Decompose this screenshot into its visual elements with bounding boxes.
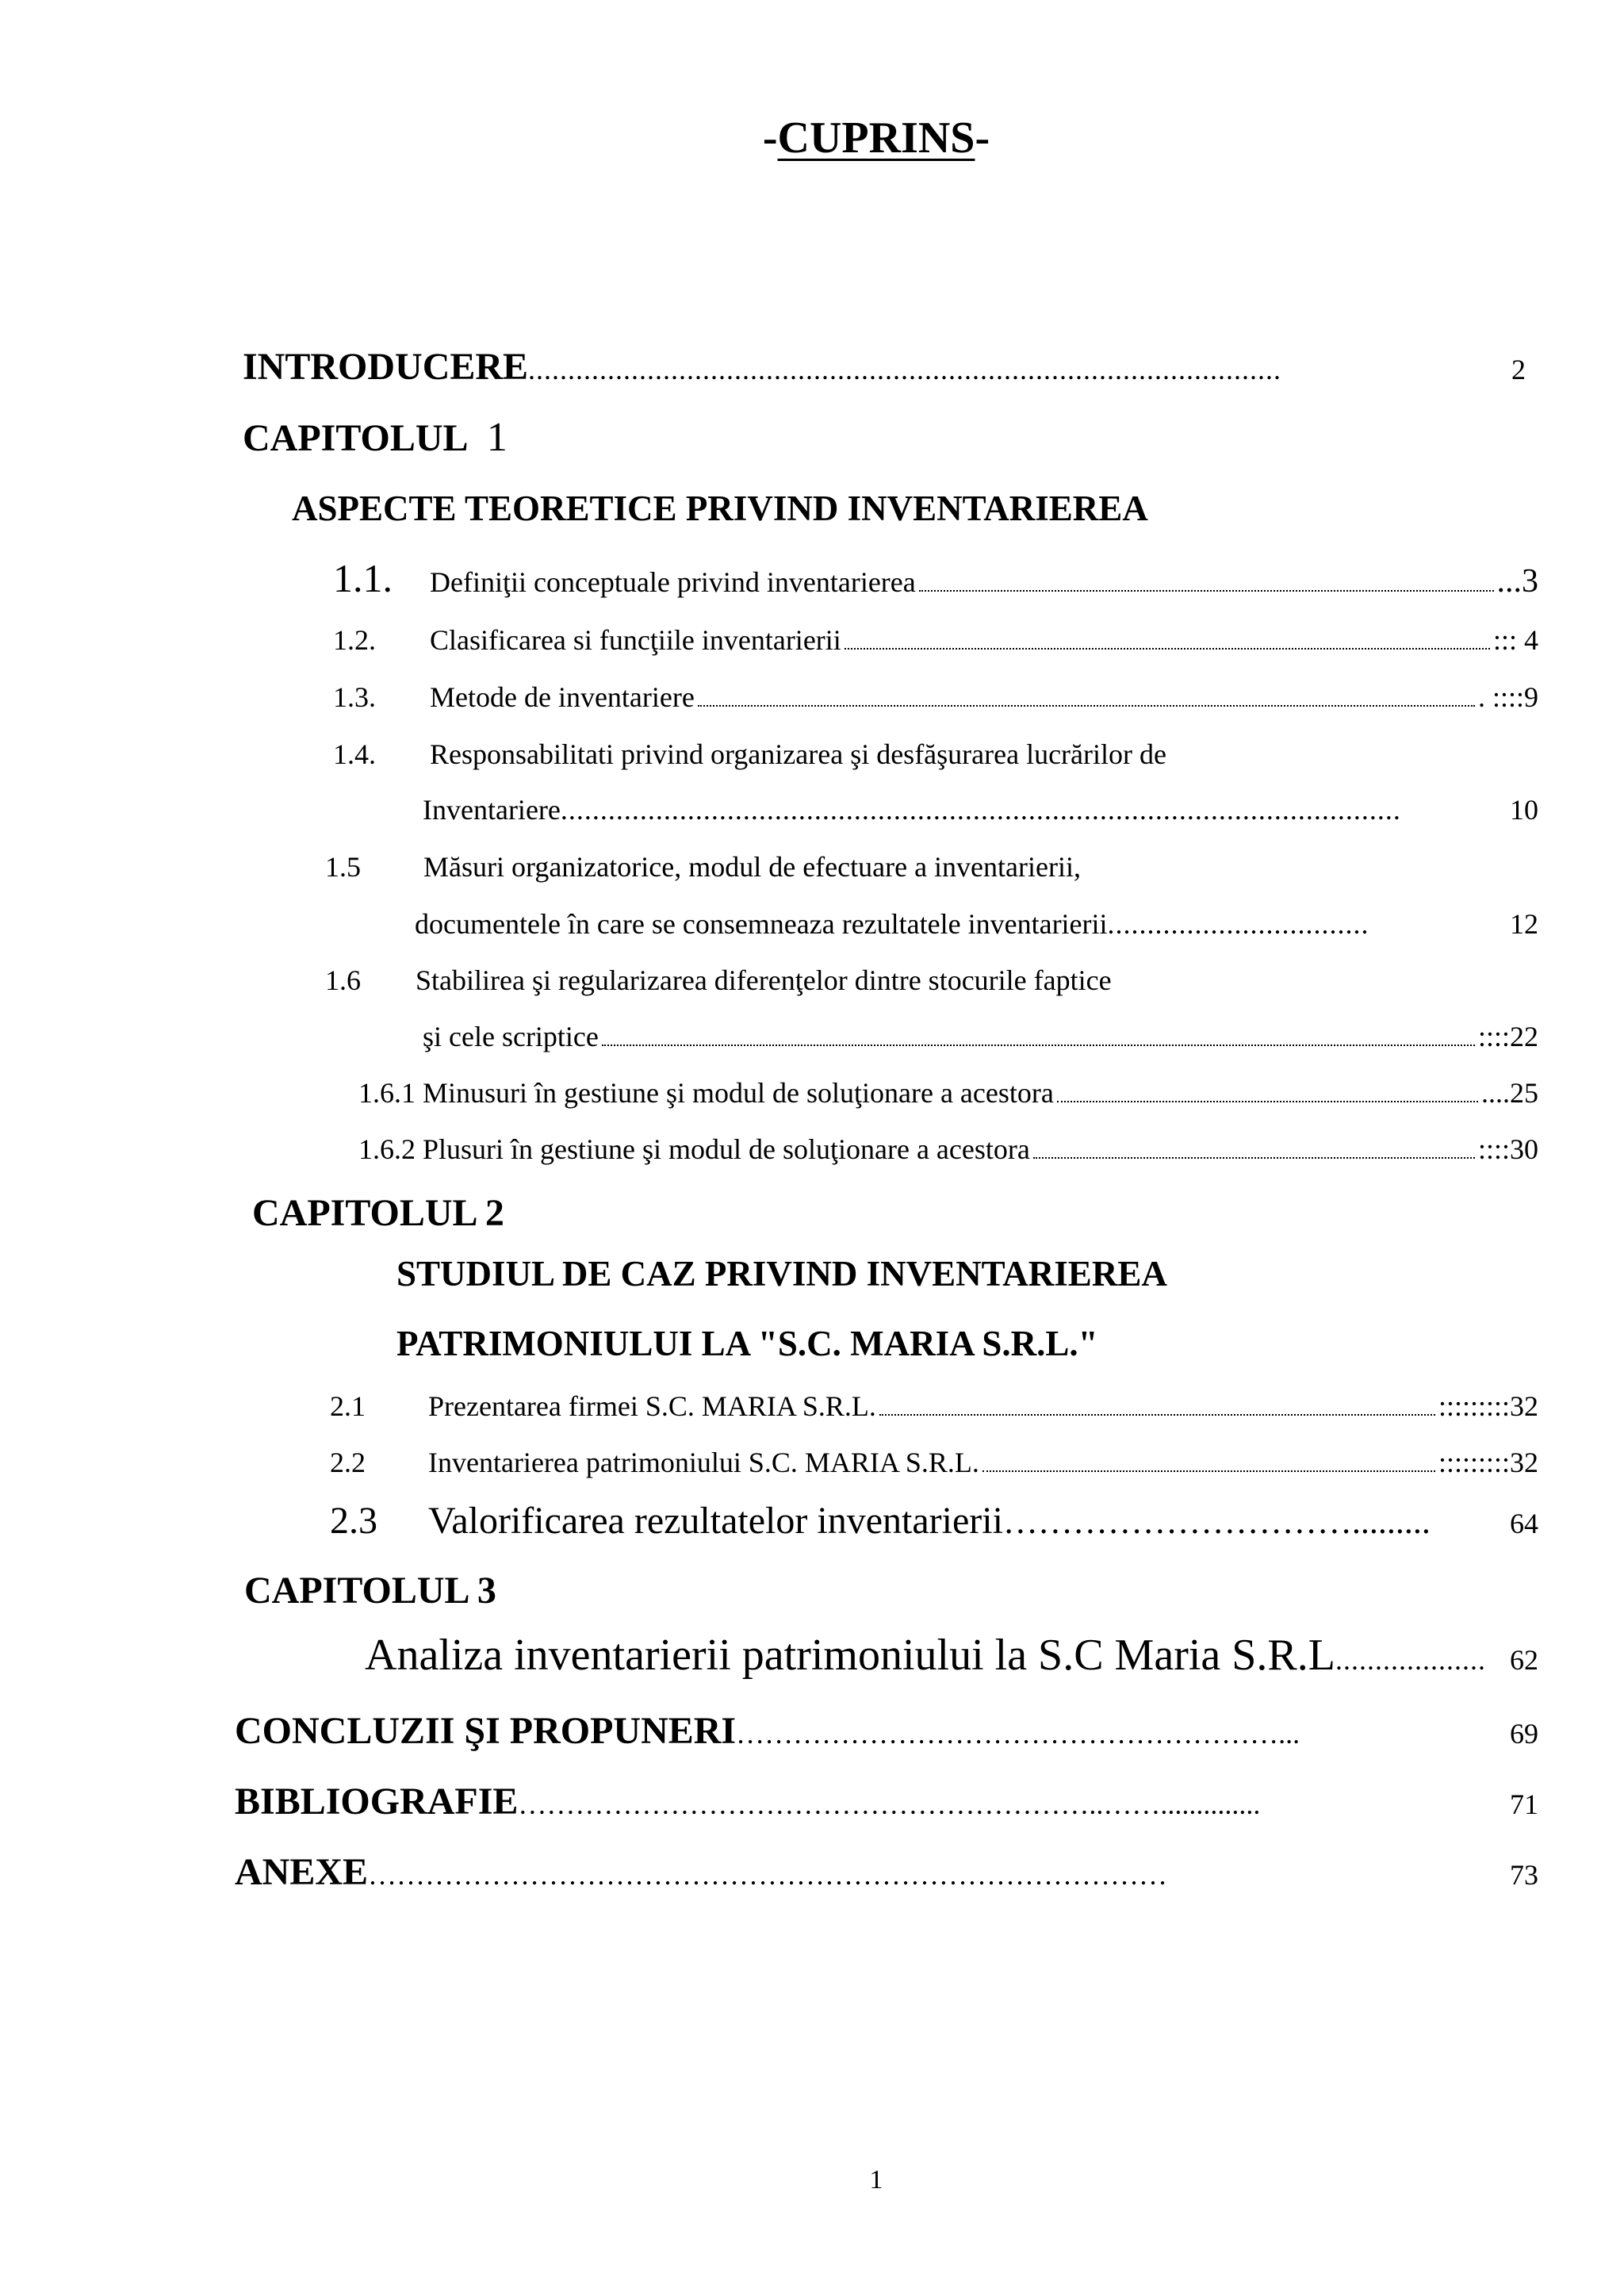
section-page: 10 [1510, 794, 1538, 826]
toc-leader [602, 1045, 1475, 1046]
toc-chapter-2-title-line-2: PATRIMONIULUI LA "S.C. MARIA S.R.L." [396, 1324, 1098, 1363]
toc-leader: …………………………......... [1002, 1502, 1431, 1541]
toc-chapter-2-title-line-1: STUDIUL DE CAZ PRIVIND INVENTARIEREA [396, 1254, 1167, 1294]
toc-introducere[interactable] [243, 345, 1526, 389]
toc-leader [879, 1414, 1435, 1416]
section-page: 69 [1510, 1718, 1538, 1750]
toc-leader: ............................................................................................... [528, 354, 1282, 385]
section-title-cont: documentele în care se consemneaza rezultatele inventarierii [415, 908, 1108, 940]
section-title: ANEXE [235, 1851, 369, 1893]
toc-section-1-4-cont[interactable] [423, 793, 1538, 826]
section-number: 1.4. [333, 738, 376, 770]
toc-leader: ……………………………………………………..…….............. [518, 1788, 1261, 1820]
section-number: 1.5 [325, 851, 361, 883]
section-title: 1.6.2 Plusuri în gestiune şi modul de soluţionare a acestora [358, 1133, 1030, 1165]
toc-leader: ………………………………………………………………………… [368, 1859, 1168, 1891]
section-title: Analiza inventarierii patrimoniului la S.C Maria S.R.L [365, 1631, 1335, 1680]
toc-leader [1057, 1101, 1478, 1102]
toc-section-1-5-cont[interactable] [415, 907, 1538, 941]
section-number: 1.1. [333, 556, 393, 600]
page-title: -CUPRINS- [762, 113, 990, 163]
toc-section-1-6-1[interactable] [358, 1076, 1538, 1110]
toc-chapter-3-title[interactable] [365, 1630, 1538, 1681]
toc-leader: .......................................................................................................... [560, 794, 1401, 826]
toc-leader: ................................. [1107, 908, 1369, 940]
section-number: 1.3. [333, 681, 376, 713]
section-page: . ::::9 [1477, 681, 1538, 713]
toc-chapter-1-title: ASPECTE TEORETICE PRIVIND INVENTARIEREA [292, 489, 1148, 528]
toc-leader [698, 705, 1475, 707]
toc-introducere-page: 2 [1511, 354, 1526, 385]
section-number: 2.3 [330, 1500, 377, 1542]
toc-leader [845, 648, 1490, 650]
section-page: ....25 [1481, 1077, 1538, 1109]
section-title: Măsuri organizatorice, modul de efectuare a inventarierii, [423, 851, 1081, 883]
section-page: 73 [1510, 1859, 1538, 1891]
toc-chapter-1[interactable] [243, 414, 508, 461]
section-page: ::: 4 [1492, 624, 1538, 656]
section-title: 1.6.1 Minusuri în gestiune şi modul de soluţionare a acestora [358, 1077, 1054, 1109]
chapter-label: CAPITOLUL [243, 417, 466, 459]
section-title: CONCLUZII ŞI PROPUNERI [235, 1710, 737, 1752]
section-title: Inventarierea patrimoniului S.C. MARIA S.R.L. [428, 1447, 979, 1478]
section-page: 62 [1510, 1644, 1538, 1676]
page-number: 1 [869, 2165, 883, 2194]
section-title: Metode de inventariere [430, 681, 695, 713]
section-number: 1.2. [333, 624, 376, 656]
section-title: Valorificarea rezultatelor inventarierii [428, 1500, 1003, 1542]
chapter-number: 1 [486, 415, 508, 460]
section-page: :::::::::32 [1438, 1390, 1538, 1422]
section-page: ::::30 [1477, 1133, 1538, 1165]
toc-leader [982, 1470, 1435, 1472]
section-page: ...3 [1496, 563, 1538, 600]
toc-section-2-2[interactable] [330, 1446, 1538, 1479]
section-number: 1.6 [325, 964, 361, 996]
toc-section-2-3[interactable] [330, 1499, 1538, 1543]
toc-leader [1033, 1157, 1475, 1159]
section-title-cont: şi cele scriptice [423, 1021, 599, 1052]
section-page: 71 [1510, 1788, 1538, 1820]
section-title: Clasificarea si funcţiile inventarierii [430, 624, 841, 656]
section-title: Definiţii conceptuale privind inventarierea [430, 566, 916, 598]
section-title: Responsabilitati privind organizarea şi desfăşurarea lucrărilor de [430, 738, 1166, 770]
section-page: ::::22 [1477, 1021, 1538, 1052]
toc-section-1-4[interactable] [333, 738, 1538, 771]
toc-section-2-1[interactable] [330, 1389, 1538, 1423]
toc-section-1-6-cont[interactable] [423, 1020, 1538, 1053]
toc-section-1-2[interactable] [333, 623, 1538, 657]
section-title-cont: Inventariere [423, 794, 561, 826]
toc-anexe[interactable] [235, 1850, 1538, 1894]
section-number: 2.1 [330, 1390, 366, 1422]
toc-section-1-6[interactable] [325, 964, 1538, 997]
section-page: :::::::::32 [1438, 1447, 1538, 1478]
section-title: BIBLIOGRAFIE [235, 1780, 519, 1823]
section-page: 12 [1510, 908, 1538, 940]
toc-introducere-label: INTRODUCERE [243, 346, 529, 388]
section-title: Prezentarea firmei S.C. MARIA S.R.L. [428, 1390, 876, 1422]
section-page: 64 [1510, 1508, 1538, 1539]
section-title: Stabilirea şi regularizarea diferenţelor dintre stocurile faptice [416, 964, 1112, 996]
section-number: 2.2 [330, 1447, 366, 1478]
toc-concluzii[interactable] [235, 1709, 1538, 1753]
toc-section-1-6-2[interactable] [358, 1133, 1538, 1166]
toc-bibliografie[interactable] [235, 1780, 1538, 1823]
toc-leader [919, 590, 1494, 592]
toc-leader: …………………………………………………... [736, 1718, 1300, 1750]
toc-chapter-2[interactable]: CAPITOLUL 2 [252, 1192, 504, 1234]
toc-section-1-5[interactable] [325, 850, 1538, 884]
toc-section-1-3[interactable] [333, 680, 1538, 714]
toc-chapter-3[interactable]: CAPITOLUL 3 [244, 1570, 496, 1612]
toc-leader: ................... [1335, 1644, 1486, 1676]
toc-section-1-1[interactable] [333, 555, 1538, 601]
